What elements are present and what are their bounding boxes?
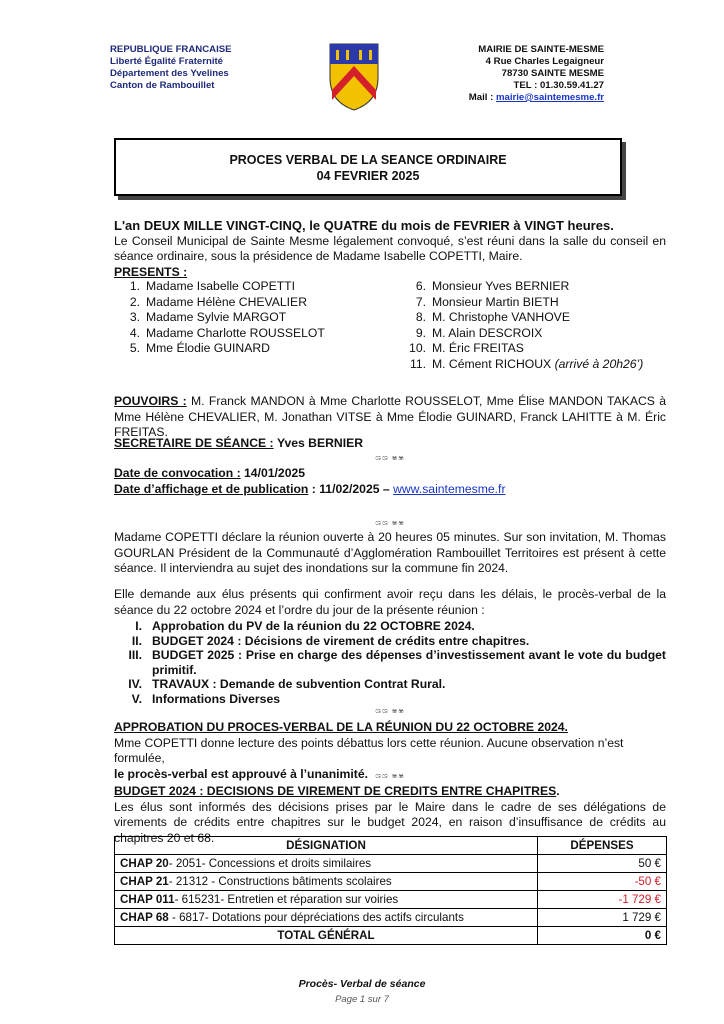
header-left-line: Liberté Égalité Fraternité [110,56,224,67]
text: Informations Diverses [152,691,281,706]
text: BUDGET 2024 : Décisions de virement de crédits entre chapitres. [152,633,530,648]
presents-left [118,279,325,357]
text: 5. [129,341,140,355]
list-item [118,295,325,311]
header-right [469,44,604,104]
secretaire-name: Yves BERNIER [276,436,364,450]
text: BUDGET 2024 : DECISIONS DE VIREMENT DE CREDITS ENTRE CHAPITRES [114,784,557,798]
agenda-list [100,619,666,706]
approbation-text: Mme COPETTI donne lecture des points débattus lors cette réunion. Aucune observation n’est formulée, [114,735,624,765]
text: Monsieur Yves BERNIER [432,279,570,293]
text: 11. [409,356,426,371]
budget-table [114,836,667,945]
table-row [115,891,667,909]
mairie-phone: TEL : 01.30.59.41.27 [513,80,604,91]
agenda-item [100,692,666,707]
text: -50 € [538,873,667,891]
secretaire-label: SECRETAIRE DE SÉANCE : [114,436,274,450]
title-box [114,138,622,196]
text: III. [128,648,142,662]
ornament: ශශ ෂෂ [375,453,405,462]
approbation-heading: APPROBATION DU PROCES-VERBAL DE LA RÉUNION DU 22 OCTOBRE 2024. [114,720,568,734]
text: BUDGET 2025 : Prise en charge des dépenses d’investissement avant le vote du budget primitif. [152,648,666,677]
text: CHAP 011 [120,893,175,906]
list-item [404,357,643,373]
ornament: ශශ ෂෂ [375,518,405,527]
text: M. Alain DESCROIX [432,325,543,340]
mairie-city: 78730 SAINTE MESME [501,68,604,79]
mairie-mail-line [469,92,604,104]
header-left [110,44,232,92]
text: 2. [129,294,140,309]
agenda-item [100,648,666,677]
text: Date de convocation : [114,466,241,480]
ornament: ශශ ෂෂ [375,706,405,715]
list-item [404,310,643,326]
secretaire [114,436,666,452]
affichage-line [114,482,666,498]
text: CHAP 68 [120,911,169,924]
text: CHAP 21 [120,875,169,888]
title-line-2: 04 FEVRIER 2025 [316,169,420,183]
presents-label: PRESENTS : [114,264,188,279]
text: - 21312 - Constructions bâtiments scolaires [168,875,392,888]
text: 3. [129,310,140,324]
budget-heading [114,784,666,800]
convocation-line [114,466,666,482]
agenda-item [100,619,666,634]
text: II. [131,633,142,648]
pouvoirs-label: POUVOIRS : [114,394,187,408]
col-header-depenses: DÉPENSES [538,837,667,855]
ornament: ශශ ෂෂ [375,771,405,780]
text: Monsieur Martin BIETH [432,294,559,309]
text: M. Éric FREITAS [432,341,524,355]
intro-date-line: L'an DEUX MILLE VINGT-CINQ, le QUATRE du mois de FEVRIER à VINGT heures. [114,218,614,233]
table-header-row [115,837,667,855]
agenda-item [100,634,666,649]
text: 14/01/2025 [244,466,306,480]
text: 8. [415,310,426,324]
mairie-name: MAIRIE DE SAINTE-MESME [478,44,604,55]
text: Madame Sylvie MARGOT [146,310,287,324]
intro [114,218,666,280]
list-item [118,341,325,357]
budget-text: Les élus sont informés des décisions prises par le Maire dans le cadre de ses délégations de virements de crédits entre chapitres sur le budget 2024, en raison d’insuffisance de crédits au chapitres 20 et 68. [114,799,666,845]
mairie-address: 4 Rue Charles Legaigneur [485,56,604,67]
intro-text: Le Conseil Municipal de Sainte Mesme légalement convoqué, s’est réuni dans la salle du conseil en séance ordinaire, sous la présidence de Madame Isabelle COPETTI, Maire. [114,233,666,263]
text: TOTAL GÉNÉRAL [115,927,538,945]
text: . [556,784,560,798]
text: 10. [409,341,426,355]
text: Mme Élodie GUINARD [146,341,270,355]
header-left-line: REPUBLIQUE FRANCAISE [110,44,232,55]
text: Madame Isabelle COPETTI [146,279,296,293]
table-row [115,909,667,927]
text: 50 € [538,855,667,873]
text: - 6817- Dotations pour dépréciations des actifs circulants [168,911,464,924]
elle-demande-text: Elle demande aux élus présents qui confirment avoir reçu dans les délais, le procès-verbal de la séance du 22 octobre 2024 et l’ordre du jour de la présente réunion : [114,587,666,617]
text: 1 729 € [538,909,667,927]
list-item [404,295,643,311]
website-link[interactable]: www.saintemesme.fr [393,481,506,496]
text: CHAP 20 [120,857,169,870]
title-line-1: PROCES VERBAL DE LA SEANCE ORDINAIRE [229,153,507,167]
text: Madame Hélène CHEVALIER [146,294,307,309]
list-item [404,341,643,357]
pouvoirs-text: M. Franck MANDON à Mme Charlotte ROUSSELOT, Mme Élise MANDON TAKACS à Mme Hélène CHEVALIER, M. Jonathan VITSE à Mme Élodie GUINARD, Franck LAHITTE à M. Éric FREITAS. [114,394,667,439]
text: IV. [128,677,142,691]
page-number: Page 1 sur 7 [335,994,389,1005]
pouvoirs [114,394,666,441]
text: - 615231- Entretien et réparation sur voiries [174,893,399,906]
dates [114,466,666,497]
list-item [118,279,325,295]
text: 6. [415,279,426,293]
text: 9. [415,325,426,340]
text: 0 € [538,927,667,945]
mail-link[interactable]: mairie@saintemesme.fr [495,92,604,103]
footer-title: Procès- Verbal de séance [298,978,426,990]
text: Approbation du PV de la réunion du 22 OCTOBRE 2024. [152,619,475,633]
list-item [404,326,643,342]
text: M. Cément RICHOUX [432,356,552,371]
list-item [118,310,325,326]
arrival-note: (arrivé à 20h26’) [554,356,644,371]
text: 1. [129,279,140,293]
text: : 11/02/2025 – [311,481,390,496]
text: 7. [415,294,426,309]
mail-label: Mail : [468,92,494,103]
presents-right [404,279,643,372]
col-header-designation: DÉSIGNATION [115,837,538,855]
text: - 2051- Concessions et droits similaires [168,857,372,870]
table-row [115,855,667,873]
text: TRAVAUX : Demande de subvention Contrat Rural. [152,677,446,691]
text: Madame Charlotte ROUSSELOT [146,325,325,340]
list-item [404,279,643,295]
header-left-line: Canton de Rambouillet [110,80,215,91]
text: 4. [129,325,140,340]
text: -1 729 € [538,891,667,909]
text: M. Christophe VANHOVE [432,310,570,324]
list-item [118,326,325,342]
text: I. [135,619,142,633]
text: Date d’affichage et de publication [114,481,309,496]
table-total-row [115,927,667,945]
opening-text: Madame COPETTI déclare la réunion ouverte à 20 heures 05 minutes. Sur son invitation, M. Thomas GOURLAN Président de la Communauté d’Agglomération Rambouillet Territoires est présent à cette séance. Il interviendra au sujet des inondations sur la commune fin 2024. [114,530,666,575]
table-row [115,873,667,891]
coat-of-arms-icon [328,42,380,112]
approbation-result: le procès-verbal est approuvé à l’unanimité. [114,766,368,781]
agenda-item [100,677,666,692]
header-left-line: Département des Yvelines [110,68,229,79]
text: V. [131,691,142,706]
